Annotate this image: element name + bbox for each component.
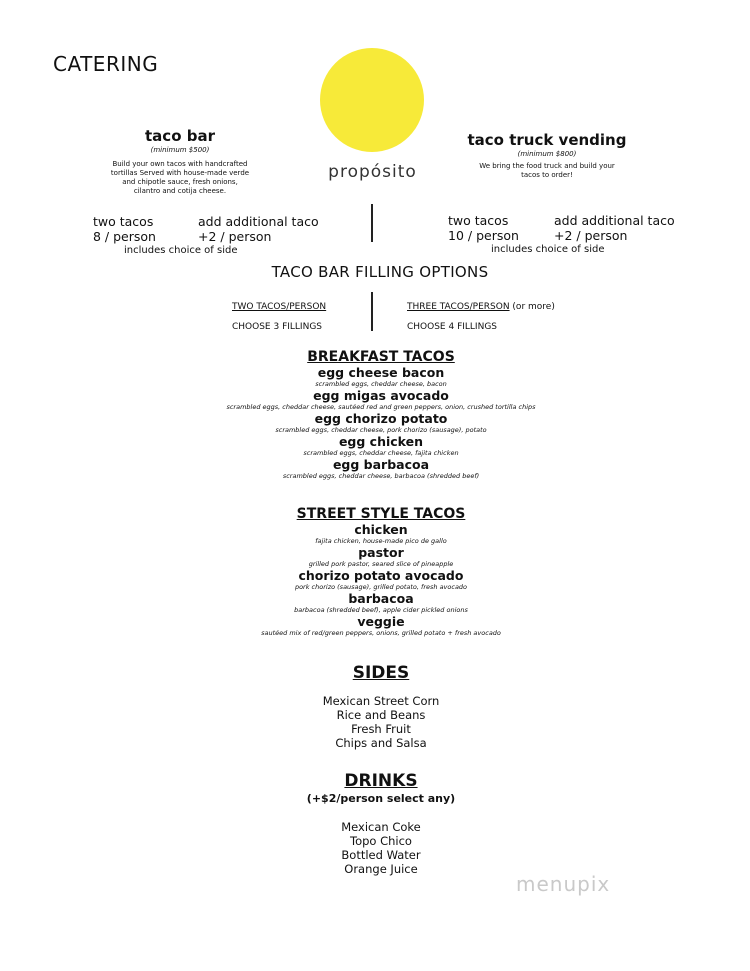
item-name: pastor [358, 545, 404, 560]
taco-bar-two-tacos [93, 214, 156, 244]
item-name: veggie [357, 614, 405, 629]
three-tacos-option-head [407, 302, 555, 312]
truck-title: taco truck vending [467, 131, 627, 149]
truck-two-tacos-price: 10 / person [448, 228, 519, 243]
menu-item [130, 389, 632, 412]
sides-title: SIDES [352, 663, 410, 683]
menu-item [130, 412, 632, 435]
item-desc: scrambled eggs, cheddar cheese, barbacoa (shredded beef) [282, 472, 480, 480]
two-tacos-label: two tacos [93, 214, 154, 229]
item-desc: fajita chicken, house-made pico de gallo [315, 537, 447, 545]
truck-block [462, 131, 632, 180]
add-taco-price: +2 / person [198, 229, 272, 244]
item-name: chicken [354, 522, 408, 537]
drink-item: Topo Chico [350, 834, 412, 848]
item-desc: scrambled eggs, cheddar cheese, sautéed red and green peppers, onion, crushed tortilla chips [226, 403, 536, 411]
item-name: barbacoa [348, 591, 414, 606]
taco-bar-add [198, 214, 319, 244]
menu-item [130, 458, 632, 481]
truck-minimum: (minimum $800) [517, 150, 577, 158]
drink-item: Bottled Water [341, 848, 421, 862]
drink-item: Orange Juice [344, 862, 418, 876]
menu-item [130, 592, 632, 615]
item-desc: pork chorizo (sausage), grilled potato, fresh avocado [294, 583, 468, 591]
truck-description: We bring the food truck and build your tacos to order! [479, 162, 615, 179]
truck-add-label: add additional taco [554, 213, 675, 228]
two-tacos-option-body: CHOOSE 3 FILLINGS [232, 322, 322, 332]
add-taco-label: add additional taco [198, 214, 319, 229]
menu-item [130, 546, 632, 569]
two-tacos-price: 8 / person [93, 229, 156, 244]
item-desc: scrambled eggs, cheddar cheese, fajita chicken [303, 449, 459, 457]
menu-item [130, 615, 632, 638]
menu-item [130, 435, 632, 458]
truck-two-tacos-label: two tacos [448, 213, 509, 228]
street-section [130, 505, 632, 638]
sides-section [130, 662, 632, 750]
logo-circle [320, 48, 424, 152]
side-item: Rice and Beans [336, 708, 426, 722]
divider-vertical [371, 204, 373, 242]
divider-vertical-options [371, 292, 373, 331]
filling-options-title: TACO BAR FILLING OPTIONS [271, 263, 489, 281]
side-item: Fresh Fruit [351, 722, 411, 736]
item-name: egg barbacoa [332, 457, 430, 472]
three-tacos-option-body: CHOOSE 4 FILLINGS [407, 322, 497, 332]
drinks-subtitle: (+$2/person select any) [306, 792, 456, 805]
item-desc: scrambled eggs, cheddar cheese, pork chorizo (sausage), potato [275, 426, 487, 434]
item-name: chorizo potato avocado [298, 568, 464, 583]
drinks-section [130, 770, 632, 876]
side-item: Chips and Salsa [335, 736, 427, 750]
three-tacos-head-extra: (or more) [509, 302, 555, 312]
drink-item: Mexican Coke [341, 820, 421, 834]
item-desc: barbacoa (shredded beef), apple cider pickled onions [294, 606, 468, 614]
item-name: egg cheese bacon [317, 365, 445, 380]
breakfast-title: BREAKFAST TACOS [307, 349, 455, 365]
taco-bar-title: taco bar [145, 127, 215, 145]
item-name: egg migas avocado [313, 388, 449, 403]
taco-bar-description: Build your own tacos with handcrafted tortillas Served with house-made verde and chipotle sauce, fresh onions, cilantro and cotija cheese. [110, 160, 250, 195]
brand-name: propósito [328, 162, 417, 182]
taco-bar-includes: includes choice of side [124, 245, 238, 256]
truck-includes: includes choice of side [491, 244, 605, 255]
taco-bar-minimum: (minimum $500) [150, 146, 210, 154]
truck-two-tacos [448, 213, 519, 243]
two-tacos-option-head: TWO TACOS/PERSON [232, 302, 327, 312]
truck-add-price: +2 / person [554, 228, 628, 243]
item-desc: scrambled eggs, cheddar cheese, bacon [315, 380, 447, 388]
truck-add [554, 213, 675, 243]
menu-item [130, 569, 632, 592]
item-name: egg chicken [338, 434, 424, 449]
three-tacos-head-text: THREE TACOS/PERSON [407, 302, 510, 312]
item-name: egg chorizo potato [314, 411, 448, 426]
item-desc: sautéed mix of red/green peppers, onions, grilled potato + fresh avocado [261, 629, 501, 637]
taco-bar-block [110, 127, 250, 196]
drinks-title: DRINKS [344, 771, 418, 791]
watermark-logo: menupix [516, 872, 611, 896]
street-title: STREET STYLE TACOS [296, 506, 466, 522]
menu-item [130, 523, 632, 546]
page-heading: CATERING [53, 52, 159, 76]
menu-item [130, 366, 632, 389]
item-desc: grilled pork pastor, seared slice of pineapple [308, 560, 454, 568]
side-item: Mexican Street Corn [322, 694, 440, 708]
breakfast-section [130, 348, 632, 481]
